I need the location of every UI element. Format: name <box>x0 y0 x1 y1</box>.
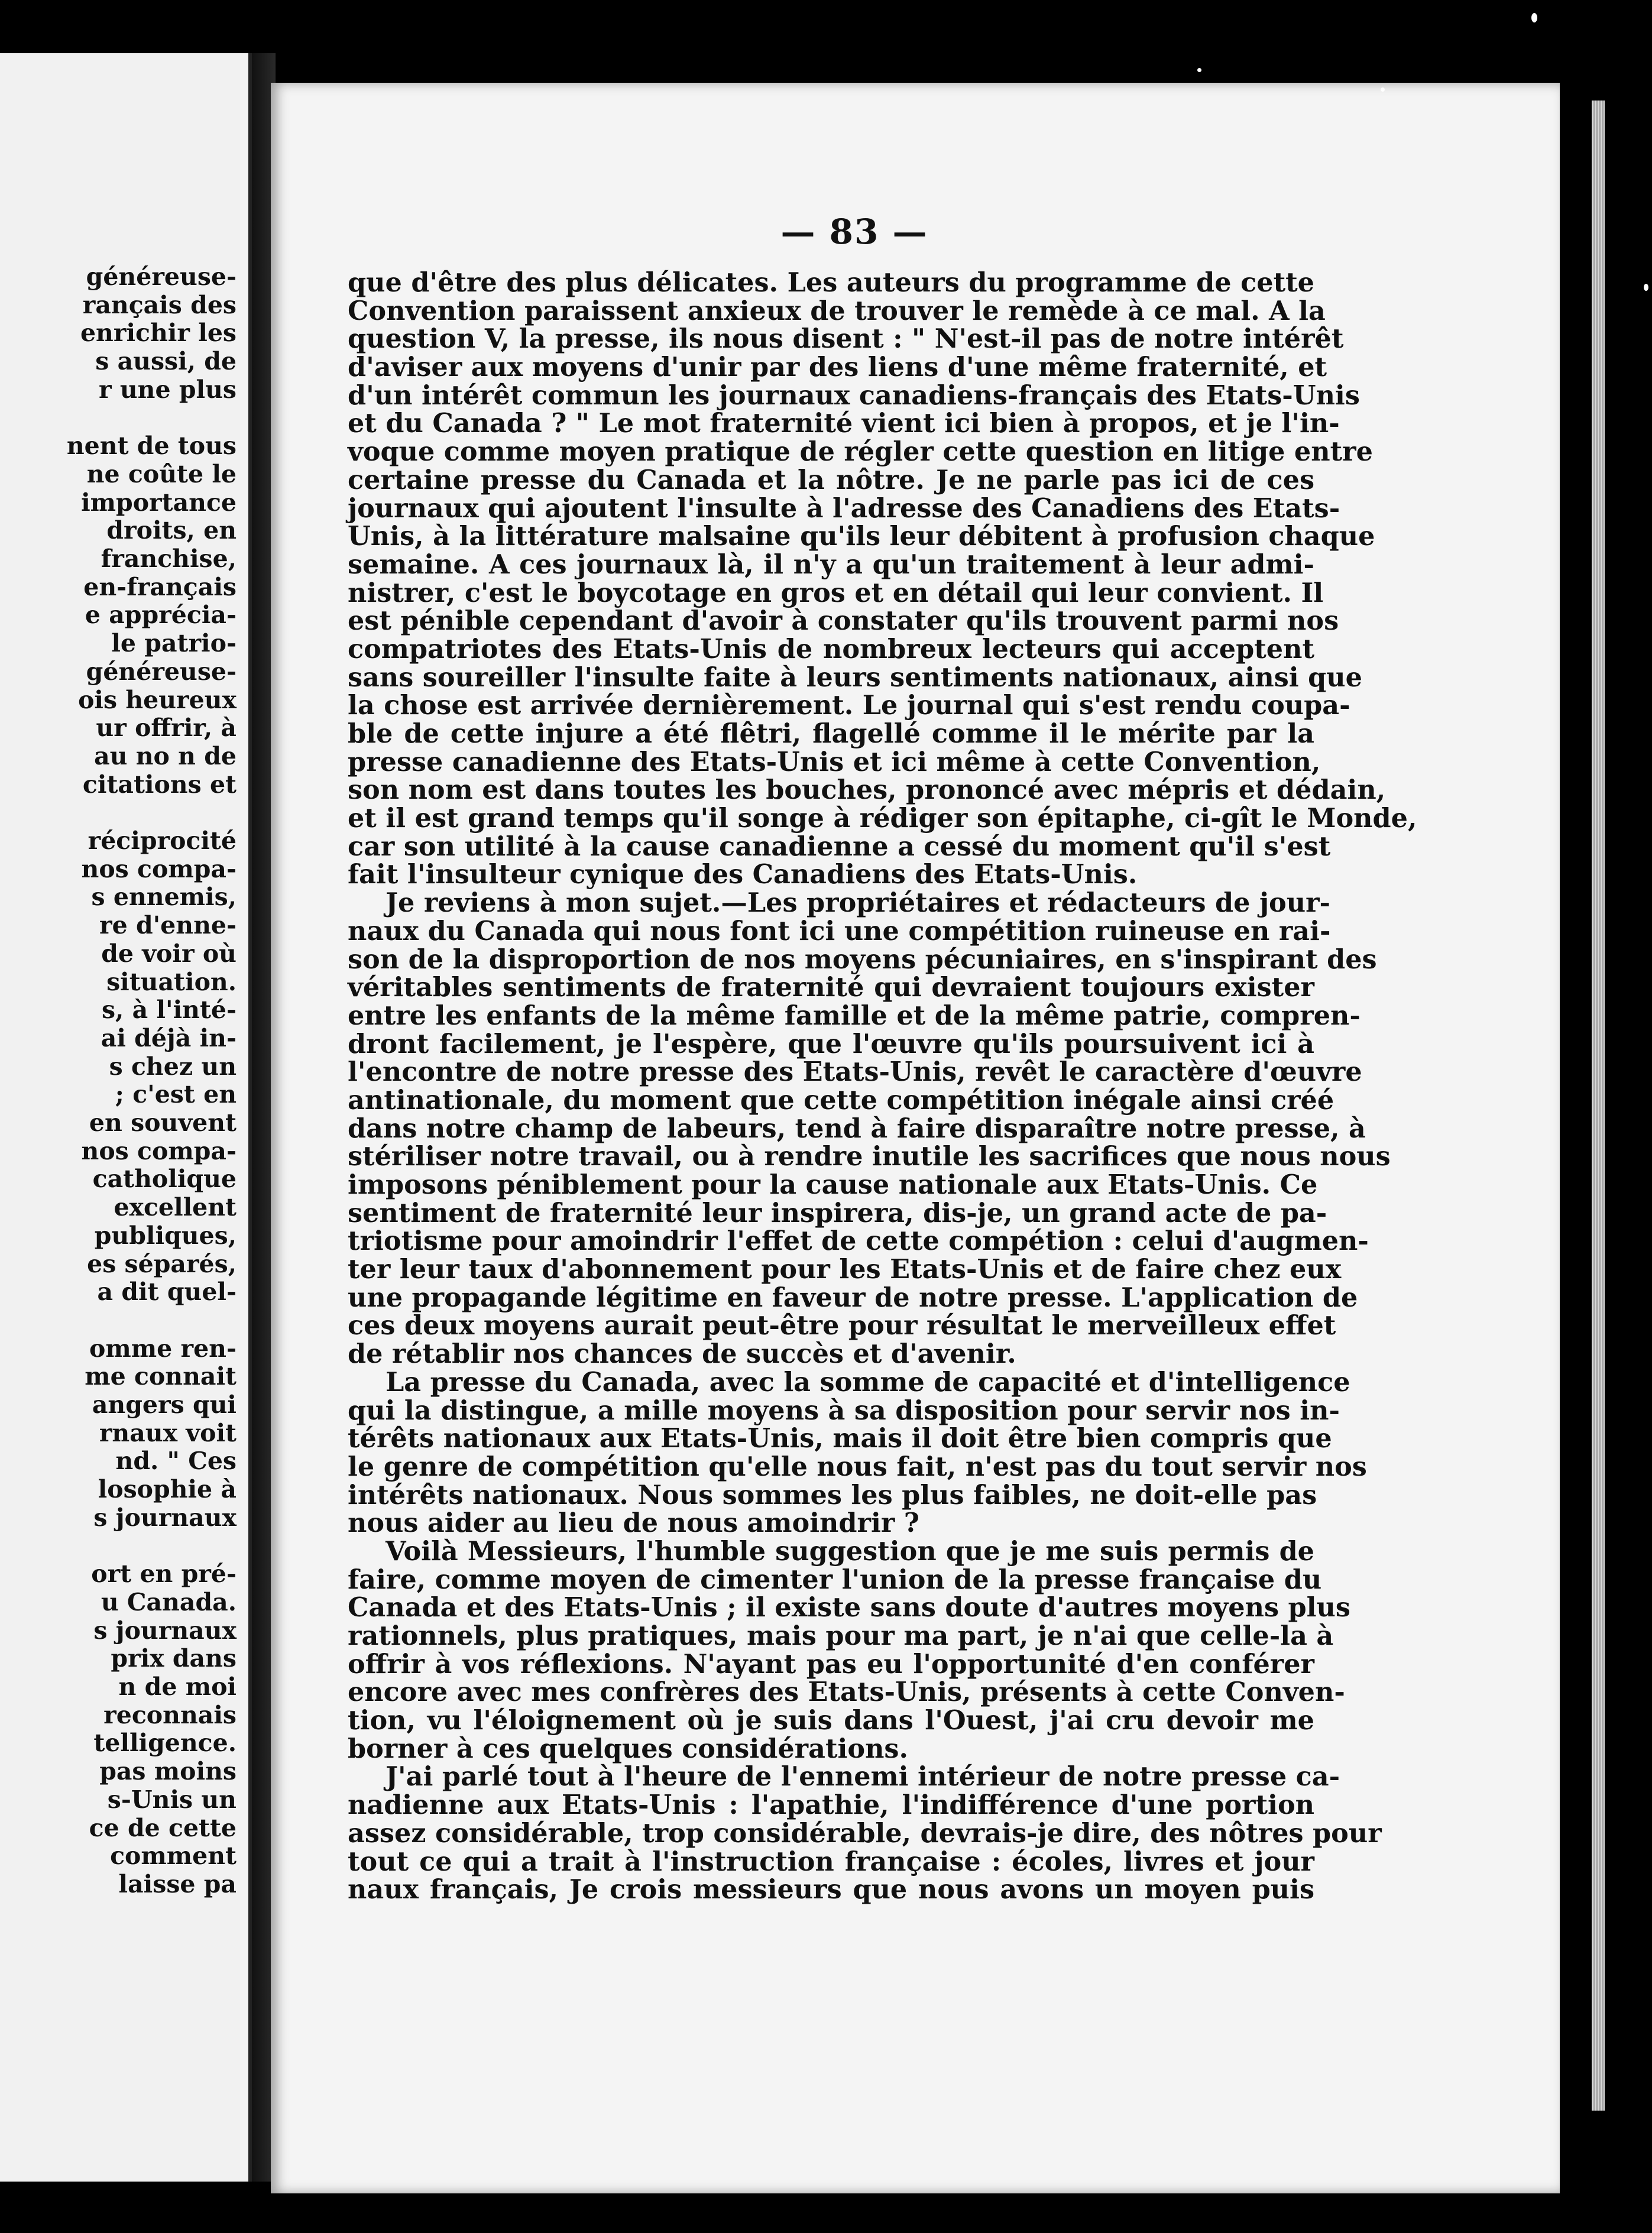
left-page-line: ois heureux <box>78 685 237 714</box>
text-line: d'aviser aux moyens d'unir par des liens d'une même fraternité, et <box>348 352 1327 383</box>
text-line: journaux qui ajoutent l'insulte à l'adresse des Canadiens des Etats- <box>348 492 1340 524</box>
page-edge <box>1592 101 1605 2111</box>
text-line: La presse du Canada, avec la somme de capacité et d'intelligence <box>386 1366 1350 1398</box>
left-page-line: ne coûte le <box>86 459 237 488</box>
text-line: véritables sentiments de fraternité qui devraient toujours exister <box>348 972 1314 1003</box>
scan-speck <box>1644 284 1648 291</box>
text-line: sentiment de fraternité leur inspirera, dis-je, un grand acte de pa- <box>348 1197 1327 1229</box>
text-line: Canada et des Etats-Unis ; il existe sans doute d'autres moyens plus <box>348 1592 1350 1623</box>
text-line: offrir à vos réflexions. N'ayant pas eu l'opportunité d'en conférer <box>348 1648 1314 1680</box>
scan-speck <box>1381 87 1385 92</box>
text-line: car son utilité à la cause canadienne a cessé du moment qu'il s'est <box>348 831 1331 862</box>
left-page-line: losophie à <box>98 1475 237 1504</box>
text-line: le genre de compétition qu'elle nous fait, n'est pas du tout servir nos <box>348 1451 1367 1482</box>
text-line: compatriotes des Etats-Unis de nombreux lecteurs qui acceptent <box>348 633 1314 665</box>
text-line: tout ce qui a trait à l'instruction française : écoles, livres et jour <box>348 1846 1314 1877</box>
scan-speck <box>1531 13 1537 22</box>
left-page-line: nd. " Ces <box>115 1447 237 1476</box>
left-page-line: publiques, <box>94 1221 237 1250</box>
left-page-line: en-français <box>83 572 237 601</box>
left-page-line: a dit quel- <box>97 1278 237 1307</box>
page-number: — 83 — <box>780 212 928 252</box>
text-line: la chose est arrivée dernièrement. Le journal qui s'est rendu coupa- <box>348 690 1350 721</box>
text-line: naux du Canada qui nous font ici une compétition ruineuse en rai- <box>348 915 1331 947</box>
left-page-line: e apprécia- <box>85 601 237 630</box>
left-page-line: s ennemis, <box>91 883 237 912</box>
left-page-line: ort en pré- <box>91 1560 237 1589</box>
text-line: et il est grand temps qu'il songe à rédiger son épitaphe, ci-gît le Monde, <box>348 803 1417 834</box>
text-line: que d'être des plus délicates. Les auteurs du programme de cette <box>348 267 1314 298</box>
text-line: antinationale, du moment que cette compétition inégale ainsi créé <box>348 1084 1334 1116</box>
left-page-line: enrichir les <box>80 319 237 348</box>
text-line: son nom est dans toutes les bouches, prononcé avec mépris et dédain, <box>348 774 1386 806</box>
text-line: et du Canada ? " Le mot fraternité vient ici bien à propos, et je l'in- <box>348 408 1340 439</box>
left-page-line: telligence. <box>93 1729 237 1758</box>
left-page-line: u Canada. <box>101 1587 237 1616</box>
text-line: nous aider au lieu de nous amoindrir ? <box>348 1508 919 1539</box>
text-line: Voilà Messieurs, l'humble suggestion que je me suis permis de <box>386 1535 1314 1567</box>
left-page-line: omme ren- <box>89 1334 237 1363</box>
text-line: dans notre champ de labeurs, tend à faire disparaître notre presse, à <box>348 1113 1366 1144</box>
text-line: J'ai parlé tout à l'heure de l'ennemi intérieur de notre presse ca- <box>386 1761 1340 1793</box>
text-line: assez considérable, trop considérable, devrais-je dire, des nôtres pour <box>348 1817 1382 1849</box>
scan-speck <box>1197 68 1201 72</box>
text-line: Convention paraissent anxieux de trouver le remède à ce mal. A la <box>348 295 1326 326</box>
left-page-line: ai déjà in- <box>101 1023 237 1052</box>
text-line: voque comme moyen pratique de régler cette question en litige entre <box>348 436 1373 468</box>
left-page-line: n de moi <box>118 1673 237 1701</box>
left-page-line: prix dans <box>111 1644 237 1673</box>
left-page <box>0 53 252 2182</box>
text-line: est pénible cependant d'avoir à constater qu'ils trouvent parmi nos <box>348 605 1339 637</box>
left-page-line: nos compa- <box>81 854 237 883</box>
left-page-line: en souvent <box>89 1109 237 1137</box>
text-line: son de la disproportion de nos moyens pécuniaires, en s'inspirant des <box>348 944 1377 975</box>
text-line: dront facilement, je l'espère, que l'œuvre qu'ils poursuivent ici à <box>348 1028 1314 1059</box>
text-line: encore avec mes confrères des Etats-Unis, présents à cette Conven- <box>348 1677 1345 1708</box>
left-page-line: ce de cette <box>89 1813 237 1842</box>
left-page-line: ur offrir, à <box>96 714 237 743</box>
left-page-line: pas moins <box>99 1757 237 1786</box>
text-line: sans soureiller l'insulte faite à leurs sentiments nationaux, ainsi que <box>348 662 1362 693</box>
text-line: presse canadienne des Etats-Unis et ici même à cette Convention, <box>348 746 1321 777</box>
left-page-line: nos compa- <box>81 1136 237 1165</box>
left-page-line: s chez un <box>109 1052 237 1081</box>
text-line: rationnels, plus pratiques, mais pour ma part, je n'ai que celle-la à <box>348 1621 1334 1651</box>
left-page-line: rançais des <box>82 290 237 319</box>
left-page-line: le patrio- <box>111 629 237 658</box>
text-line: fait l'insulteur cynique des Canadiens des Etats-Unis. <box>348 859 1138 890</box>
text-line: entre les enfants de la même famille et de la même patrie, compren- <box>348 1000 1361 1031</box>
text-line: naux français, Je crois messieurs que nous avons un moyen puis <box>348 1874 1314 1905</box>
text-line: nistrer, c'est le boycotage en gros et en détail qui leur convient. Il <box>348 577 1324 608</box>
left-page-line: citations et <box>82 770 237 799</box>
text-line: certaine presse du Canada et la nôtre. Je ne parle pas ici de ces <box>348 464 1314 495</box>
left-page-line: excellent <box>114 1193 237 1222</box>
text-line: borner à ces quelques considérations. <box>348 1733 908 1764</box>
left-page-line: droits, en <box>106 516 237 545</box>
text-line: semaine. A ces journaux là, il n'y a qu'un traitement à leur admi- <box>348 549 1314 580</box>
left-page-line: s, à l'inté- <box>101 996 237 1025</box>
text-line: qui la distingue, a mille moyens à sa disposition pour servir nos in- <box>348 1395 1340 1426</box>
left-page-line: es séparés, <box>87 1249 237 1278</box>
left-page-line: s journaux <box>93 1503 237 1532</box>
text-line: faire, comme moyen de cimenter l'union de la presse française du <box>348 1564 1322 1595</box>
left-page-line: s aussi, de <box>95 347 237 376</box>
left-page-line: s-Unis un <box>107 1785 237 1814</box>
text-line: tion, vu l'éloignement où je suis dans l'Ouest, j'ai cru devoir me <box>348 1705 1314 1736</box>
left-page-line: r une plus <box>99 375 237 404</box>
left-page-line: ; c'est en <box>115 1080 237 1109</box>
text-line: triotisme pour amoindrir l'effet de cette compétion : celui d'augmen- <box>348 1226 1369 1257</box>
text-line: nadienne aux Etats-Unis : l'apathie, l'indifférence d'une portion <box>348 1790 1314 1821</box>
left-page-line: reconnais <box>103 1700 237 1729</box>
left-page-line: situation. <box>106 967 237 996</box>
left-page-line: généreuse- <box>86 262 237 291</box>
left-page-line: s journaux <box>93 1616 237 1645</box>
left-page-line: de voir où <box>101 939 237 968</box>
left-page-line: franchise, <box>101 545 237 573</box>
text-line: l'encontre de notre presse des Etats-Unis, revêt le caractère d'œuvre <box>348 1056 1362 1088</box>
text-line: question V, la presse, ils nous disent : " N'est-il pas de notre intérêt <box>348 323 1344 355</box>
text-line: ces deux moyens aurait peut-être pour résultat le merveilleux effet <box>348 1310 1336 1341</box>
text-line: d'un intérêt commun les journaux canadiens-français des Etats-Unis <box>348 380 1360 411</box>
left-page-line: laisse pa <box>118 1869 237 1898</box>
text-line: Unis, à la littérature malsaine qu'ils leur débitent à profusion chaque <box>348 521 1375 552</box>
text-line: stériliser notre travail, ou à rendre inutile les sacrifices que nous nous <box>348 1141 1391 1172</box>
text-line: térêts nationaux aux Etats-Unis, mais il doit être bien compris que <box>348 1423 1332 1454</box>
left-page-line: me connait <box>85 1362 237 1391</box>
text-line: intérêts nationaux. Nous sommes les plus faibles, ne doit-elle pas <box>348 1479 1317 1511</box>
text-line: une propagande légitime en faveur de notre presse. L'application de <box>348 1282 1358 1313</box>
text-line: ble de cette injure a été flêtri, flagellé comme il le mérite par la <box>348 718 1314 749</box>
left-page-line: catholique <box>92 1165 237 1194</box>
left-page-line: angers qui <box>92 1391 237 1419</box>
left-page-line: généreuse- <box>86 657 237 686</box>
left-page-line: réciprocité <box>88 827 237 855</box>
body-text <box>348 267 1417 1905</box>
left-page-line: nent de tous <box>66 432 237 461</box>
text-line: imposons péniblement pour la cause nationale aux Etats-Unis. Ce <box>348 1169 1318 1200</box>
left-page-line: rnaux voit <box>99 1418 237 1447</box>
left-page-line: au no n de <box>94 741 237 770</box>
text-line: de rétablir nos chances de succès et d'avenir. <box>348 1338 1016 1370</box>
left-page-line: re d'enne- <box>99 911 237 940</box>
text-line: Je reviens à mon sujet.—Les propriétaires et rédacteurs de jour- <box>386 887 1331 919</box>
left-page-line: importance <box>81 488 237 517</box>
left-page-line: comment <box>110 1842 237 1871</box>
text-line: ter leur taux d'abonnement pour les Etats-Unis et de faire chez eux <box>348 1254 1342 1285</box>
